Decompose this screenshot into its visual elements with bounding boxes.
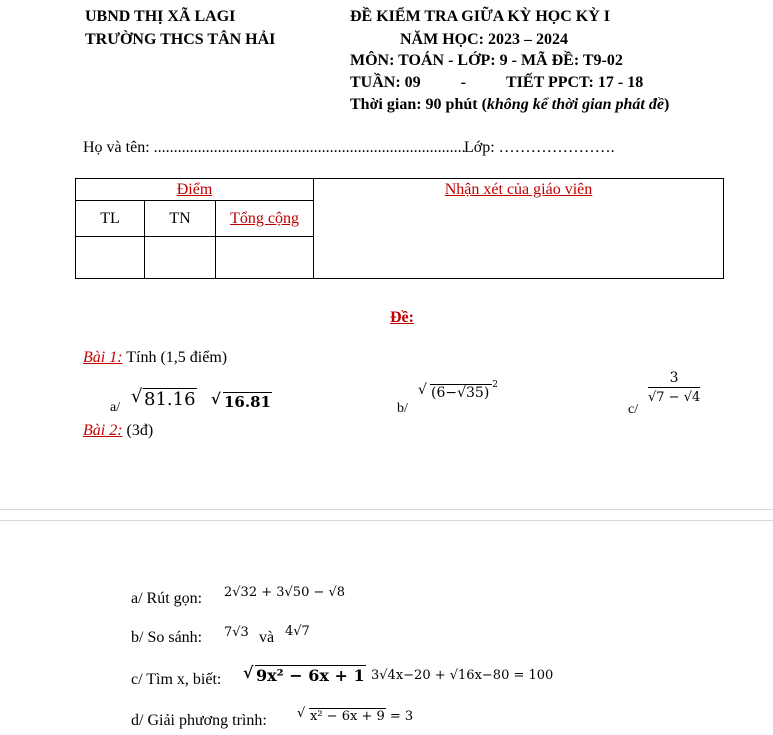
score-total-cell [216, 237, 314, 279]
score-tn-cell [145, 237, 216, 279]
question-c-expr-1: √ 9x² − 6x + 1 [243, 665, 366, 685]
time-line [350, 96, 669, 114]
problem-1-text: Tính (1,5 điểm) [122, 349, 228, 366]
problem-2-label: Bài 2: [83, 422, 123, 439]
problem-1c-fraction [648, 370, 700, 405]
problem-1c-label: c/ [628, 402, 639, 417]
problem-1b-exponent: 2 [492, 380, 499, 391]
grade-table [75, 178, 724, 279]
question-a-expr: 2√32 + 3√50 − √8 [224, 585, 346, 600]
question-d-rhs: = 3 [385, 709, 414, 724]
page-break-bottom [0, 520, 773, 521]
problem-1a-expr-2: √ 16.81 [211, 392, 272, 411]
week: TUẦN: 09 [350, 74, 421, 91]
student-name-field: Họ và tên: .............................................................................. [83, 139, 466, 156]
question-b-label: b/ So sánh: [131, 629, 203, 646]
time-note: không kể thời gian phát đề [486, 96, 664, 113]
school-year: NĂM HỌC: 2023 – 2024 [400, 31, 568, 48]
problem-1c-numerator: 3 [669, 370, 679, 386]
exam-title: ĐỀ KIỂM TRA GIỮA KỲ HỌC KỲ I [350, 8, 611, 25]
problem-1b-expr: √ (6−√35) $^2$ [418, 384, 498, 401]
score-header: Điểm [76, 179, 314, 201]
problem-1b-label: b/ [397, 401, 408, 416]
problem-1a-expr-1: √ 81.16 [131, 388, 197, 410]
problem-1a-label: a/ [110, 400, 121, 415]
question-b-expr-2: 4√7 [285, 624, 310, 639]
time-close: ) [663, 96, 670, 113]
question-c-expr-2: 3√4x−20 + √16x−80 = 100 [371, 668, 554, 683]
col-tl: TL [76, 201, 145, 237]
student-class-field: Lớp: …………………. [464, 139, 615, 156]
question-b-and: và [259, 629, 275, 646]
problem-2-text: (3đ) [122, 422, 154, 439]
question-d-label: d/ Giải phương trình: [131, 712, 267, 729]
problem-1-heading [83, 349, 227, 367]
teacher-comment-header: Nhận xét của giáo viên [314, 179, 724, 279]
week-line [350, 74, 643, 92]
school-name: TRƯỜNG THCS TÂN HẢI [85, 31, 276, 48]
exam-section-title: Đề: [390, 309, 414, 326]
page-break-top [0, 509, 773, 510]
time-label: Thời gian: 90 phút ( [350, 96, 487, 113]
subject-line: MÔN: TOÁN - LỚP: 9 - MÃ ĐỀ: T9-02 [350, 52, 623, 69]
question-d-expr: √ x² − 6x + 9 = 3 [297, 708, 413, 724]
score-tl-cell [76, 237, 145, 279]
question-b-expr-1: 7√3 [224, 625, 249, 640]
question-c-label: c/ Tìm x, biết: [131, 671, 222, 688]
period: TIẾT PPCT: 17 - 18 [506, 74, 644, 91]
week-dash: - [460, 74, 466, 91]
col-tn: TN [145, 201, 216, 237]
problem-2-heading [83, 422, 153, 440]
school-district: UBND THỊ XÃ LAGI [85, 8, 236, 25]
problem-1-label: Bài 1: [83, 349, 123, 366]
question-a-label: a/ Rút gọn: [131, 590, 203, 607]
problem-1c-denominator: √7 − √4 [648, 387, 700, 405]
col-total: Tổng cộng [216, 201, 314, 237]
